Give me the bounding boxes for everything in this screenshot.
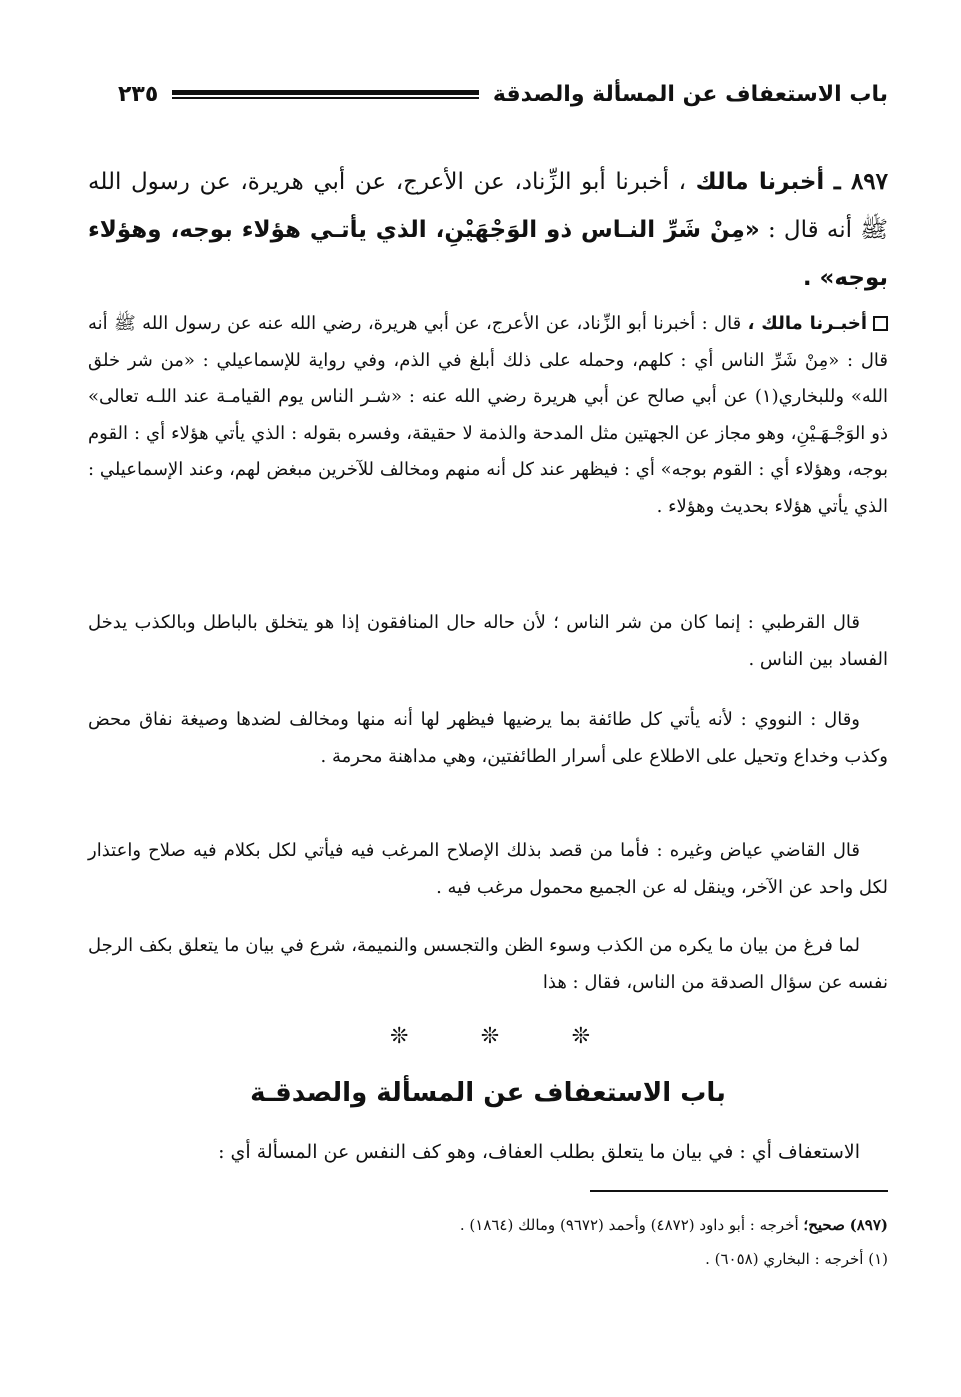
- commentary-paragraph-4: قال القاضي عياض وغيره : فأما من قصد بذلك الإصلاح المرغب فيه فيأتي لكل بكلام فيه صلاح واعتذار لكل واحد عن الآخر، وينقل له عن الجميع محمول مرغب فيه .: [88, 840, 888, 898]
- hadith-narrator: أخبرنا مالك: [695, 169, 825, 195]
- star-icon: ❊: [480, 1024, 500, 1049]
- commentary-paragraph-5: لما فرغ من بيان ما يكره من الكذب وسوء الظن والتجسس والنميمة، شرع في بيان ما يتعلق بكف الرجل نفسه عن سؤال الصدقة من الناس، فقال : هذا: [88, 935, 888, 993]
- footnote-2: (١) أخرجه : البخاري (٦٠٥٨) .: [705, 1250, 888, 1268]
- chapter-title: باب الاستعفاف عن المسألة والصدقـة: [250, 1078, 726, 1108]
- chapter-intro: الاستعفاف أي : في بيان ما يتعلق بطلب العفاف، وهو كف النفس عن المسألة أي :: [218, 1141, 860, 1163]
- commentary-paragraph-3: وقال : النووي : لأنه يأتي كل طائفة بما يرضيها فيظهر لها أنه منها ومخالف لضدها وصيغة نفاق محض وكذب وخداع وتحيل على الاطلاع على أسرار الطائفتين، وهي مداهنة محرمة .: [88, 709, 888, 767]
- footnote-rule: [590, 1190, 888, 1192]
- footnote-1: [88, 1208, 888, 1242]
- hadith-number: ٨٩٧ ـ: [833, 168, 889, 195]
- footnote-1-grade: صحيح؛: [803, 1216, 845, 1234]
- hadith-isnad: ، أخبرنا أبو الزِّناد، عن الأعرج، عن أبي هريرة، عن رسول الله ﷺ أنه قال :: [88, 169, 888, 243]
- footnote-1-text: أخرجه : أبو داود (٤٨٧٢) وأحمد (٩٦٧٢) ومالك (١٨٦٤) .: [459, 1216, 799, 1234]
- footnotes: [88, 1208, 888, 1276]
- square-marker-icon: [873, 316, 888, 331]
- commentary-paragraph-1: [88, 306, 888, 525]
- commentary-paragraph-2: قال القرطبي : إنما كان من شر الناس ؛ لأن حاله حال المنافقون إذا هو يتخلق بالباطل وبالكذب يدخل الفساد بين الناس .: [88, 612, 888, 670]
- section-divider: [390, 1024, 590, 1049]
- footnote-1-number: (٨٩٧): [849, 1216, 888, 1234]
- running-title: باب الاستعفاف عن المسألة والصدقة: [492, 81, 888, 107]
- hadith-text: [88, 158, 888, 302]
- page-header: [118, 74, 888, 114]
- header-rule: [172, 90, 479, 99]
- star-icon: ❊: [571, 1024, 590, 1049]
- commentary-lead: أخبـرنا مالك ،: [747, 313, 867, 334]
- commentary-text-1: قال : أخبرنا أبو الزِّناد، عن الأعرج، عن أبي هريرة، رضي الله عنه عن رسول الله ﷺ أنه قال : «مِنْ شَرِّ الناس أي : كلهم، وحمله على ذلك أبلغ في الذم، وفي رواية للإسماعيلي : «من شر خلق الله» وللبخاري(١) عن أبي صالح عن أبي هريرة رضي الله عنه : «شـر الناس يوم القيامـة عند اللـه تعالى» ذو الوَجْـهَـيْنِ، وهو مجاز عن الجهتين مثل المدحة والذمة لا حقيقة، وفسره بقوله : الذي يأتي هؤلاء أي : القوم بوجه، وهؤلاء أي : القوم بوجه» أي : فيظهر عند كل أنه منهم ومخالف للآخرين مبغض لهم، وعند الإسماعيلي : الذي يأتي هؤلاء بحديث وهؤلاء .: [88, 313, 888, 517]
- page-number: ٢٣٥: [118, 81, 159, 107]
- hadith-matn: «مِنْ شَرِّ النـاس ذو الوَجْهَيْنِ، الذي يأتـي هؤلاء بوجه، وهؤلاء بوجه» .: [88, 217, 888, 291]
- star-icon: ❊: [390, 1024, 409, 1049]
